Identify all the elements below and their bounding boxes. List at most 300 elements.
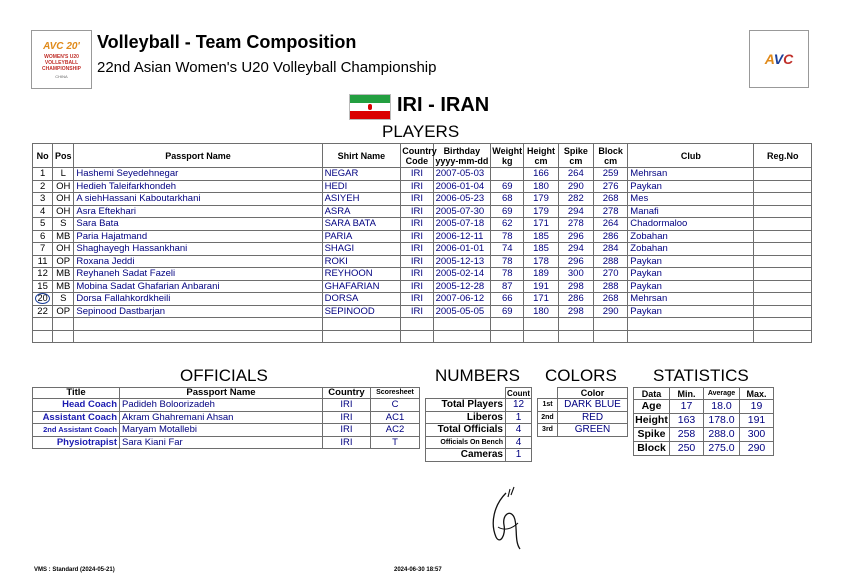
- numbers-header-row: [426, 388, 532, 399]
- numbers-count: 4: [506, 436, 532, 449]
- player-pos: S: [53, 293, 74, 306]
- player-passport-name: Hashemi Seyedehnegar: [74, 168, 322, 181]
- player-reg-no: [754, 230, 812, 243]
- player-pos: MB: [53, 268, 74, 281]
- player-spike: 290: [558, 180, 593, 193]
- colors-header-row: [538, 388, 628, 399]
- championship-logo: [31, 30, 92, 89]
- player-club: Zobahan: [628, 230, 754, 243]
- player-reg-no: [754, 280, 812, 293]
- player-birthday: 2006-05-23: [433, 193, 491, 206]
- player-weight: [491, 168, 524, 181]
- numbers-table: [425, 387, 532, 462]
- player-spike: 300: [558, 268, 593, 281]
- stat-average: 18.0: [704, 400, 740, 414]
- official-passport-name: Maryam Motallebi: [120, 424, 323, 437]
- player-height: 191: [524, 280, 558, 293]
- player-spike: 294: [558, 205, 593, 218]
- statistics-heading: STATISTICS: [653, 366, 749, 385]
- player-block: 259: [593, 168, 627, 181]
- player-spike: 296: [558, 230, 593, 243]
- player-passport-name: Dorsa Fallahkordkheili: [74, 293, 322, 306]
- player-club: Chadormaloo: [628, 218, 754, 231]
- empty-cell: [491, 330, 524, 343]
- empty-cell: [628, 318, 754, 331]
- player-height: 179: [524, 193, 558, 206]
- player-club: Paykan: [628, 305, 754, 318]
- color-order: 2nd: [538, 411, 558, 424]
- empty-cell: [33, 318, 53, 331]
- empty-cell: [53, 330, 74, 343]
- player-club: Paykan: [628, 180, 754, 193]
- player-passport-name: Asra Eftekhari: [74, 205, 322, 218]
- col-birthday: Birthday yyyy-mm-dd: [433, 144, 491, 168]
- player-block: 264: [593, 218, 627, 231]
- player-height: 189: [524, 268, 558, 281]
- player-birthday: 2005-02-14: [433, 268, 491, 281]
- col-color: Color: [558, 388, 628, 399]
- player-spike: 296: [558, 255, 593, 268]
- empty-cell: [754, 330, 812, 343]
- player-no: [33, 293, 53, 306]
- player-reg-no: [754, 180, 812, 193]
- official-scoresheet: AC1: [371, 411, 420, 424]
- championship-name: 22nd Asian Women's U20 Volleyball Championship: [97, 59, 437, 76]
- player-block: 288: [593, 255, 627, 268]
- numbers-count: 1: [506, 411, 532, 424]
- signature-image: [484, 483, 530, 553]
- player-spike: 264: [558, 168, 593, 181]
- player-birthday: 2005-12-13: [433, 255, 491, 268]
- player-weight: 78: [491, 230, 524, 243]
- numbers-count: 12: [506, 399, 532, 412]
- statistics-row: [634, 442, 774, 456]
- player-shirt-name: DORSA: [322, 293, 401, 306]
- empty-cell: [524, 318, 558, 331]
- numbers-row: [426, 411, 532, 424]
- player-passport-name: Paria Hajatmand: [74, 230, 322, 243]
- stat-min: 17: [670, 400, 704, 414]
- numbers-row: [426, 436, 532, 449]
- player-height: 185: [524, 243, 558, 256]
- official-row: [33, 411, 420, 424]
- numbers-row: [426, 449, 532, 462]
- official-row: [33, 436, 420, 449]
- stat-max: 300: [740, 428, 774, 442]
- player-shirt-name: SHAGI: [322, 243, 401, 256]
- numbers-label: Cameras: [426, 449, 506, 462]
- col-passport-name: Passport Name: [74, 144, 322, 168]
- player-shirt-name: PARIA: [322, 230, 401, 243]
- player-row: [33, 255, 812, 268]
- colors-heading: COLORS: [545, 366, 617, 385]
- official-title: Head Coach: [33, 399, 120, 412]
- numbers-label: Liberos: [426, 411, 506, 424]
- player-height: 180: [524, 180, 558, 193]
- player-birthday: 2005-07-18: [433, 218, 491, 231]
- player-row: [33, 243, 812, 256]
- numbers-label: Officials On Bench: [426, 436, 506, 449]
- circled-player-no: 20: [35, 293, 50, 304]
- player-pos: OH: [53, 193, 74, 206]
- player-row: [33, 280, 812, 293]
- player-shirt-name: ASIYEH: [322, 193, 401, 206]
- player-weight: 74: [491, 243, 524, 256]
- player-country: IRI: [401, 243, 433, 256]
- col-max: Max.: [740, 388, 774, 400]
- player-club: Paykan: [628, 280, 754, 293]
- players-table: [32, 143, 812, 343]
- player-block: 286: [593, 230, 627, 243]
- empty-cell: [74, 318, 322, 331]
- col-title: Title: [33, 388, 120, 399]
- col-official-passport: Passport Name: [120, 388, 323, 399]
- avc-logo: [749, 30, 809, 88]
- player-shirt-name: GHAFARIAN: [322, 280, 401, 293]
- numbers-row: [426, 399, 532, 412]
- col-pos: Pos: [53, 144, 74, 168]
- empty-cell: [33, 330, 53, 343]
- player-weight: 68: [491, 193, 524, 206]
- empty-cell: [558, 318, 593, 331]
- avc-letter-a: A: [764, 51, 774, 67]
- player-pos: OP: [53, 305, 74, 318]
- player-row: [33, 180, 812, 193]
- empty-cell: [401, 318, 433, 331]
- stat-min: 163: [670, 414, 704, 428]
- player-birthday: 2007-06-12: [433, 293, 491, 306]
- statistics-row: [634, 414, 774, 428]
- player-birthday: 2006-01-04: [433, 180, 491, 193]
- col-no: No: [33, 144, 53, 168]
- stat-label: Block: [634, 442, 670, 456]
- player-no: 4: [33, 205, 53, 218]
- player-height: 178: [524, 255, 558, 268]
- col-weight: Weight kg: [492, 145, 523, 166]
- player-spike: 298: [558, 280, 593, 293]
- empty-cell: [53, 318, 74, 331]
- player-club: Manafi: [628, 205, 754, 218]
- player-row: [33, 230, 812, 243]
- col-club: Club: [628, 144, 754, 168]
- player-shirt-name: SARA BATA: [322, 218, 401, 231]
- player-country: IRI: [401, 193, 433, 206]
- avc-letter-c: C: [783, 51, 794, 67]
- player-no: 2: [33, 180, 53, 193]
- player-reg-no: [754, 205, 812, 218]
- player-country: IRI: [401, 180, 433, 193]
- player-passport-name: Hedieh Taleifarkhondeh: [74, 180, 322, 193]
- player-country: IRI: [401, 230, 433, 243]
- stat-max: 191: [740, 414, 774, 428]
- color-order: 1st: [538, 399, 558, 412]
- document-title: Volleyball - Team Composition: [97, 32, 357, 52]
- player-shirt-name: SEPINOOD: [322, 305, 401, 318]
- empty-cell: [524, 330, 558, 343]
- player-no: 1: [33, 168, 53, 181]
- official-passport-name: Sara Kiani Far: [120, 436, 323, 449]
- player-birthday: 2005-07-30: [433, 205, 491, 218]
- player-height: 179: [524, 205, 558, 218]
- player-row: [33, 168, 812, 181]
- player-row: [33, 268, 812, 281]
- player-country: IRI: [401, 280, 433, 293]
- player-reg-no: [754, 193, 812, 206]
- officials-table: [32, 387, 420, 449]
- player-reg-no: [754, 255, 812, 268]
- player-pos: OH: [53, 205, 74, 218]
- player-birthday: 2007-05-03: [433, 168, 491, 181]
- player-weight: 87: [491, 280, 524, 293]
- numbers-row: [426, 424, 532, 437]
- stat-min: 250: [670, 442, 704, 456]
- official-scoresheet: C: [371, 399, 420, 412]
- col-min: Min.: [670, 388, 704, 400]
- player-row: [33, 293, 812, 306]
- stat-average: 275.0: [704, 442, 740, 456]
- player-club: Mehrsan: [628, 168, 754, 181]
- player-block: 268: [593, 193, 627, 206]
- player-no: 7: [33, 243, 53, 256]
- empty-cell: [593, 330, 627, 343]
- empty-cell: [401, 330, 433, 343]
- player-birthday: 2006-12-11: [433, 230, 491, 243]
- player-country: IRI: [401, 268, 433, 281]
- official-title: Assistant Coach: [33, 411, 120, 424]
- player-country: IRI: [401, 218, 433, 231]
- empty-cell: [558, 330, 593, 343]
- player-country: IRI: [401, 168, 433, 181]
- col-data: Data: [634, 388, 670, 400]
- numbers-count: 1: [506, 449, 532, 462]
- official-scoresheet: T: [371, 436, 420, 449]
- player-club: Paykan: [628, 268, 754, 281]
- player-passport-name: Shaghayegh Hassankhani: [74, 243, 322, 256]
- stat-max: 290: [740, 442, 774, 456]
- official-country: IRI: [323, 411, 371, 424]
- numbers-label: Total Officials: [426, 424, 506, 437]
- col-country-code: Country Code: [402, 145, 437, 166]
- empty-cell: [593, 318, 627, 331]
- player-no: 15: [33, 280, 53, 293]
- player-birthday: 2005-12-28: [433, 280, 491, 293]
- player-passport-name: Sara Bata: [74, 218, 322, 231]
- player-country: IRI: [401, 293, 433, 306]
- player-club: Zobahan: [628, 243, 754, 256]
- official-passport-name: Akram Ghahremani Ahsan: [120, 411, 323, 424]
- player-pos: OH: [53, 180, 74, 193]
- official-title: 2nd Assistant Coach: [33, 424, 120, 437]
- official-row: [33, 424, 420, 437]
- player-weight: 69: [491, 305, 524, 318]
- stat-average: 288.0: [704, 428, 740, 442]
- col-count: Count: [506, 388, 531, 398]
- color-value: RED: [558, 411, 628, 424]
- player-passport-name: Sepinood Dastbarjan: [74, 305, 322, 318]
- player-reg-no: [754, 305, 812, 318]
- empty-cell: [628, 330, 754, 343]
- iran-flag-icon: [349, 94, 391, 120]
- colors-row: [538, 424, 628, 437]
- player-spike: 282: [558, 193, 593, 206]
- empty-cell: [433, 330, 491, 343]
- stat-min: 258: [670, 428, 704, 442]
- col-height: Height cm: [524, 144, 558, 168]
- player-block: 290: [593, 305, 627, 318]
- players-header-row: [33, 144, 812, 168]
- player-block: 284: [593, 243, 627, 256]
- official-passport-name: Padideh Boloorizadeh: [120, 399, 323, 412]
- player-no: 3: [33, 193, 53, 206]
- player-birthday: 2005-05-05: [433, 305, 491, 318]
- empty-cell: [754, 318, 812, 331]
- player-spike: 278: [558, 218, 593, 231]
- avc-letter-v: V: [773, 51, 784, 67]
- player-no: 11: [33, 255, 53, 268]
- officials-header-row: [33, 388, 420, 399]
- empty-player-row: [33, 318, 812, 331]
- player-no: 5: [33, 218, 53, 231]
- player-birthday: 2006-01-01: [433, 243, 491, 256]
- official-country: IRI: [323, 436, 371, 449]
- player-spike: 294: [558, 243, 593, 256]
- player-weight: 69: [491, 180, 524, 193]
- player-weight: 78: [491, 255, 524, 268]
- col-official-country: Country: [323, 388, 371, 399]
- player-pos: MB: [53, 230, 74, 243]
- player-row: [33, 305, 812, 318]
- player-row: [33, 205, 812, 218]
- official-scoresheet: AC2: [371, 424, 420, 437]
- player-country: IRI: [401, 205, 433, 218]
- colors-row: [538, 411, 628, 424]
- logo-line3: CHINA: [55, 73, 68, 79]
- footer-timestamp: 2024-06-30 18:57: [394, 567, 442, 573]
- players-heading: PLAYERS: [382, 122, 460, 141]
- official-title: Physiotrapist: [33, 436, 120, 449]
- empty-cell: [74, 330, 322, 343]
- stat-label: Height: [635, 414, 668, 426]
- player-block: 270: [593, 268, 627, 281]
- player-reg-no: [754, 293, 812, 306]
- col-shirt-name: Shirt Name: [322, 144, 401, 168]
- official-row: [33, 399, 420, 412]
- player-weight: 62: [491, 218, 524, 231]
- color-value: GREEN: [558, 424, 628, 437]
- statistics-header-row: [634, 388, 774, 400]
- player-spike: 286: [558, 293, 593, 306]
- player-block: 278: [593, 205, 627, 218]
- colors-table: [537, 387, 628, 437]
- player-club: Mehrsan: [628, 293, 754, 306]
- player-block: 276: [593, 180, 627, 193]
- player-height: 180: [524, 305, 558, 318]
- player-no: 12: [33, 268, 53, 281]
- player-passport-name: A siehHassani Kaboutarkhani: [74, 193, 322, 206]
- numbers-label: Total Players: [426, 399, 506, 412]
- color-order: 3rd: [538, 424, 558, 437]
- numbers-count: 4: [506, 424, 532, 437]
- player-club: Paykan: [628, 255, 754, 268]
- player-weight: 66: [491, 293, 524, 306]
- col-reg-no: Reg.No: [754, 144, 812, 168]
- player-height: 166: [524, 168, 558, 181]
- player-country: IRI: [401, 255, 433, 268]
- empty-cell: [433, 318, 491, 331]
- col-spike: Spike cm: [558, 144, 593, 168]
- player-block: 288: [593, 280, 627, 293]
- officials-heading: OFFICIALS: [180, 366, 268, 385]
- logo-line2: CHAMPIONSHIP: [42, 65, 81, 72]
- col-average: Average: [704, 388, 740, 400]
- player-shirt-name: NEGAR: [322, 168, 401, 181]
- colors-row: [538, 399, 628, 412]
- logo-mark-avc: AVC: [43, 40, 64, 52]
- statistics-row: [634, 428, 774, 442]
- stat-average: 178.0: [704, 414, 740, 428]
- player-weight: 78: [491, 268, 524, 281]
- player-passport-name: Mobina Sadat Ghafarian Anbarani: [74, 280, 322, 293]
- player-block: 268: [593, 293, 627, 306]
- numbers-heading: NUMBERS: [435, 366, 521, 385]
- player-height: 185: [524, 230, 558, 243]
- player-passport-name: Reyhaneh Sadat Fazeli: [74, 268, 322, 281]
- player-reg-no: [754, 243, 812, 256]
- team-name: IRI - IRAN: [397, 94, 490, 116]
- player-passport-name: Roxana Jeddi: [74, 255, 322, 268]
- player-spike: 298: [558, 305, 593, 318]
- player-height: 171: [524, 293, 558, 306]
- player-row: [33, 218, 812, 231]
- player-row: [33, 193, 812, 206]
- player-pos: S: [53, 218, 74, 231]
- official-country: IRI: [323, 424, 371, 437]
- player-pos: OP: [53, 255, 74, 268]
- official-country: IRI: [323, 399, 371, 412]
- logo-line1: WOMEN'S U20 VOLLEYBALL: [44, 53, 79, 66]
- logo-mark-year: 20': [66, 40, 80, 52]
- player-shirt-name: ROKI: [322, 255, 401, 268]
- statistics-row: [634, 400, 774, 414]
- empty-cell: [322, 330, 401, 343]
- empty-player-row: [33, 330, 812, 343]
- empty-cell: [322, 318, 401, 331]
- player-reg-no: [754, 218, 812, 231]
- player-reg-no: [754, 268, 812, 281]
- footer-version: VMS : Standard (2024-05-21): [34, 567, 115, 573]
- player-shirt-name: HEDI: [322, 180, 401, 193]
- stat-label: Spike: [634, 428, 670, 442]
- stat-max: 19: [740, 400, 774, 414]
- player-no: 22: [33, 305, 53, 318]
- col-block: Block cm: [593, 144, 627, 168]
- player-shirt-name: ASRA: [322, 205, 401, 218]
- player-pos: MB: [53, 280, 74, 293]
- color-value: DARK BLUE: [558, 399, 628, 412]
- player-no: 6: [33, 230, 53, 243]
- player-reg-no: [754, 168, 812, 181]
- empty-cell: [491, 318, 524, 331]
- col-scoresheet: Scoresheet: [371, 388, 420, 399]
- player-country: IRI: [401, 305, 433, 318]
- stat-label: Age: [634, 400, 670, 414]
- player-weight: 69: [491, 205, 524, 218]
- player-pos: L: [53, 168, 74, 181]
- player-shirt-name: REYHOON: [322, 268, 401, 281]
- player-height: 171: [524, 218, 558, 231]
- player-club: Mes: [628, 193, 754, 206]
- player-pos: OH: [53, 243, 74, 256]
